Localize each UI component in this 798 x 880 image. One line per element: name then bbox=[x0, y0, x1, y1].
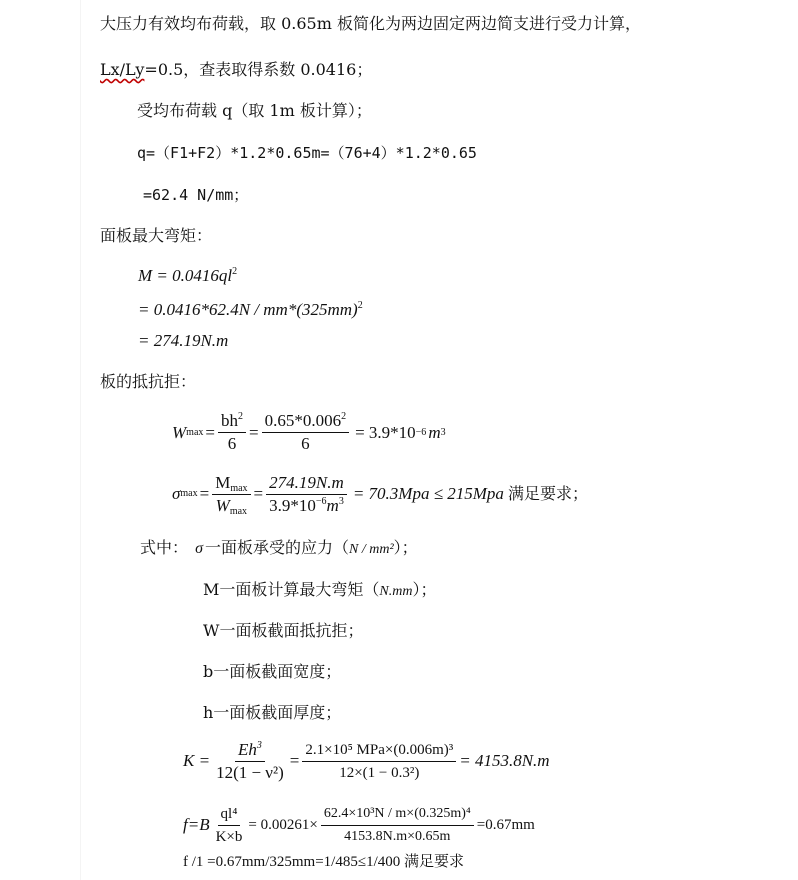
text-numeric-den: 6 bbox=[301, 434, 310, 453]
text-legend-m-unit: N.mm bbox=[379, 584, 413, 599]
equation-moment-1 bbox=[138, 266, 237, 286]
text-kb: K×b bbox=[215, 828, 243, 845]
equation-stress: σ max = $\frac{M_{max}}{W_{max}}$ = $\frac{274.19N.m}{3.9*10^{-6}m^3}$ = 70.3Mpa ≤ 215Mpa 满足要求； bbox=[172, 472, 588, 517]
equation-deflection bbox=[183, 803, 535, 847]
text-load-description: 大压力有效均布荷载，取 0.65m 板简化为两边固定两边简支进行受力计算， bbox=[100, 14, 641, 33]
fraction-ql4 bbox=[213, 805, 246, 846]
text-f-den-numeric: 4153.8N.m×0.65m bbox=[344, 828, 451, 844]
text-legend-b: b一面板截面宽度； bbox=[203, 662, 342, 681]
text-f-result: =0.67mm bbox=[476, 817, 535, 833]
heading-max-moment bbox=[100, 226, 212, 246]
paragraph-load-description bbox=[100, 14, 641, 34]
text-f-num-numeric: 62.4×10³N / m×(0.325m)⁴ bbox=[321, 805, 474, 826]
text-w-unit: m bbox=[428, 422, 441, 442]
text-moment-1-exp: 2 bbox=[232, 266, 238, 277]
text-bh-exp: 2 bbox=[237, 411, 243, 422]
text-k-result: = 4153.8N.m bbox=[459, 751, 550, 770]
text-moment-value: 274.19N.m bbox=[266, 474, 347, 495]
legend-w bbox=[203, 621, 363, 641]
paragraph-coefficient bbox=[100, 60, 372, 80]
formula-q-result bbox=[143, 185, 248, 205]
fraction-k-numeric bbox=[302, 741, 456, 782]
paragraph-uniform-load bbox=[137, 101, 372, 121]
text-k-den: 12(1 − ν²) bbox=[216, 762, 284, 782]
text-k-lhs: K = bbox=[183, 751, 211, 770]
text-six: 6 bbox=[227, 434, 237, 453]
legend-h bbox=[203, 703, 341, 723]
legend-m bbox=[203, 580, 436, 602]
fraction-eh3 bbox=[213, 741, 287, 782]
deflection-check bbox=[183, 852, 464, 872]
text-stress-result: = 70.3Mpa ≤ 215Mpa bbox=[352, 484, 504, 503]
legend-b bbox=[203, 662, 341, 682]
page-margin-guide bbox=[80, 0, 81, 880]
formula-q bbox=[137, 143, 477, 163]
text-deflection-check: f /1 =0.67mm/325mm=1/485≤1/400 满足要求 bbox=[183, 854, 464, 870]
text-section-modulus-heading: 板的抵抗拒： bbox=[100, 372, 197, 391]
text-moment-1: M = 0.0416ql bbox=[138, 266, 233, 285]
text-f-lhs: f=B bbox=[183, 815, 210, 834]
text-bh: bh bbox=[220, 411, 238, 430]
text-coefficient-value: =0.5，查表取得系数 0.0416； bbox=[144, 60, 373, 79]
text-f-coefficient: = 0.00261× bbox=[248, 817, 318, 833]
fraction-numeric-w bbox=[262, 412, 350, 453]
text-modulus-value: 3.9*10 bbox=[269, 495, 316, 515]
text-modulus-unit-exp: 3 bbox=[338, 495, 344, 507]
equation-section-modulus: W max = $\frac{bh^2}{6}$ = $\frac{0.65*0.006^2}{6}$ = 3.9*10 −6 m 3 bbox=[172, 411, 446, 453]
text-eh-exp: 3 bbox=[256, 739, 262, 751]
text-legend-sigma-end: ）； bbox=[393, 538, 418, 557]
text-legend-h: h一面板截面厚度； bbox=[203, 703, 342, 722]
text-sigma-symbol: σ bbox=[172, 484, 181, 503]
text-lx-ly-ratio: Lx/Ly bbox=[100, 60, 145, 79]
text-moment-3: = 274.19N.m bbox=[138, 331, 229, 350]
text-where: 式中： bbox=[140, 538, 189, 557]
text-equals: = bbox=[205, 422, 215, 442]
text-ql4: ql⁴ bbox=[218, 805, 241, 826]
equation-stiffness: K = $\frac{Eh^3}{\text{12(1 − ν²)}}$ = $\frac{\text{2.1×10⁵ MPa×(0.006m)³}}{\text{12×(1 − 0.3²)}}$ = 4153.8N.m bbox=[183, 738, 550, 784]
text-k-den-numeric: 12×(1 − 0.3²) bbox=[339, 764, 420, 781]
legend-sigma bbox=[140, 538, 418, 560]
text-legend-sigma-desc: 一面板承受的应力（ bbox=[205, 538, 350, 557]
text-modulus-exp: −6 bbox=[315, 495, 327, 507]
text-q-result: =62.4 N/mm； bbox=[143, 186, 249, 204]
text-modulus-unit: m bbox=[326, 495, 339, 515]
text-q-formula: q=（F1+F2）*1.2*0.65m=（76+4）*1.2*0.65 bbox=[137, 144, 477, 162]
text-legend-w: W一面板截面抵抗拒； bbox=[203, 621, 364, 640]
text-w-max: W bbox=[215, 495, 230, 515]
text-w-max-sub: max bbox=[229, 505, 248, 517]
fraction-bh2-6 bbox=[218, 412, 246, 453]
heading-section-modulus bbox=[100, 372, 196, 392]
text-w-symbol: W bbox=[172, 422, 187, 442]
text-eh: Eh bbox=[237, 739, 257, 759]
text-stress-verdict: 满足要求； bbox=[507, 484, 588, 503]
text-numeric-num: 0.65*0.006 bbox=[264, 411, 342, 430]
equation-moment-3 bbox=[138, 331, 228, 351]
text-m-max-sub: max bbox=[230, 482, 248, 494]
text-legend-m-end: ）； bbox=[412, 580, 437, 599]
fraction-m-over-w bbox=[212, 474, 250, 515]
fraction-f-numeric bbox=[321, 805, 474, 846]
text-max-moment-heading: 面板最大弯矩： bbox=[100, 226, 213, 245]
text-legend-sigma-unit: N / mm² bbox=[349, 542, 394, 557]
text-m-max: M bbox=[215, 472, 231, 492]
text-legend-sigma: σ bbox=[195, 540, 203, 557]
text-uniform-load: 受均布荷载 q（取 1m 板计算）； bbox=[137, 101, 372, 120]
text-w-result: = 3.9*10 bbox=[355, 422, 416, 442]
text-moment-2-exp: 2 bbox=[357, 300, 363, 311]
text-numeric-exp: 2 bbox=[341, 411, 347, 422]
text-k-num-numeric: 2.1×10⁵ MPa×(0.006m)³ bbox=[302, 741, 456, 762]
text-moment-2: = 0.0416*62.4N / mm*(325mm) bbox=[138, 300, 358, 319]
text-legend-m: M一面板计算最大弯矩（ bbox=[203, 580, 380, 599]
equation-moment-2 bbox=[138, 300, 363, 320]
fraction-stress-numeric bbox=[266, 474, 347, 515]
